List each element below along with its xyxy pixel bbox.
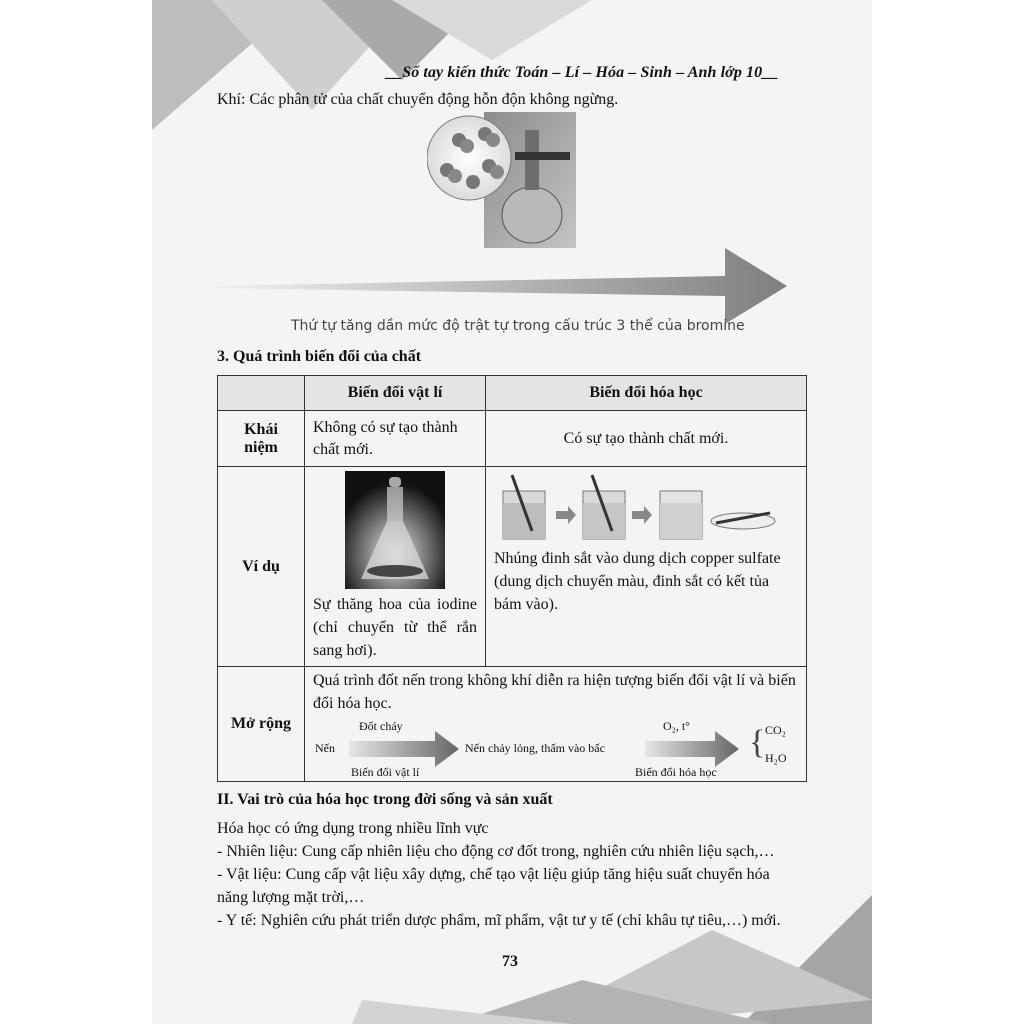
candle-start: Nến [315, 741, 335, 755]
iodine-flask-image [345, 471, 445, 589]
arrow1-bottom-label: Biến đổi vật lí [351, 765, 420, 779]
list-item: - Nhiên liệu: Cung cấp nhiên liệu cho động cơ đốt trong, nghiên cứu nhiên liệu sạch,… [217, 843, 775, 860]
arrow-caption: Thứ tự tăng dần mức độ trật tự trong cấu trúc 3 thể của bromine [291, 318, 745, 334]
header-chemical: Biến đổi hóa học [486, 376, 807, 411]
change-table [217, 375, 807, 782]
iron-nail-beakers-image [498, 473, 788, 543]
arrow1-top-label: Đốt cháy [359, 719, 403, 733]
product-h2o: H₂O [765, 751, 787, 765]
section-2-title: II. Vai trò của hóa học trong đời sống và sản xuất [217, 791, 553, 808]
example-physical-cell [305, 467, 486, 667]
example-chemical-text: Nhúng đinh sắt vào dung dịch copper sulfate (dung dịch chuyển màu, đinh sắt có kết tủa bám vào). [494, 550, 781, 613]
concept-chemical: Có sự tạo thành chất mới. [486, 411, 807, 467]
list-item: - Y tế: Nghiên cứu phát triển dược phẩm, mĩ phẩm, vật tư y tế (chỉ khâu tự tiêu,…) mới. [217, 912, 781, 929]
row-head-concept: Khái niệm [218, 411, 305, 467]
list-item: - Vật liệu: Cung cấp vật liệu xây dựng, chế tạo vật liệu giúp tăng hiệu suất chuyển hóa [217, 866, 770, 883]
example-physical-text: Sự thăng hoa của iodine (chỉ chuyển từ thể rắn sang hơi). [313, 596, 477, 659]
gas-description: Khí: Các phân tử của chất chuyển động hỗn độn không ngừng. [217, 91, 619, 108]
corner-cell [218, 376, 305, 411]
bromine-gas-illustration [427, 110, 577, 250]
candle-middle: Nến chảy lỏng, thấm vào bấc [465, 741, 605, 755]
row-head-example: Ví dụ [218, 467, 305, 667]
header-physical: Biến đổi vật lí [305, 376, 486, 411]
extension-text: Quá trình đốt nến trong không khí diễn ra hiện tượng biến đổi vật lí và biến đổi hóa học. [313, 672, 796, 712]
example-chemical-cell [486, 467, 807, 667]
arrow2-top-label: O₂, t° [663, 719, 690, 733]
list-item: năng lượng mặt trời,… [217, 889, 365, 906]
row-head-extension: Mở rộng [218, 667, 305, 782]
product-co2: CO₂ [765, 723, 786, 737]
order-arrow [215, 248, 790, 328]
candle-diagram [313, 717, 798, 779]
product-brace: { [749, 724, 766, 761]
running-header: __Sổ tay kiến thức Toán – Lí – Hóa – Sinh – Anh lớp 10__ [386, 64, 779, 81]
page-number: 73 [502, 953, 518, 970]
arrow2-bottom-label: Biến đổi hóa học [635, 765, 717, 779]
concept-physical: Không có sự tạo thành chất mới. [305, 411, 486, 467]
section-2-intro: Hóa học có ứng dụng trong nhiều lĩnh vực [217, 820, 489, 837]
extension-cell [305, 667, 807, 782]
section-3-title: 3. Quá trình biến đổi của chất [217, 348, 422, 365]
